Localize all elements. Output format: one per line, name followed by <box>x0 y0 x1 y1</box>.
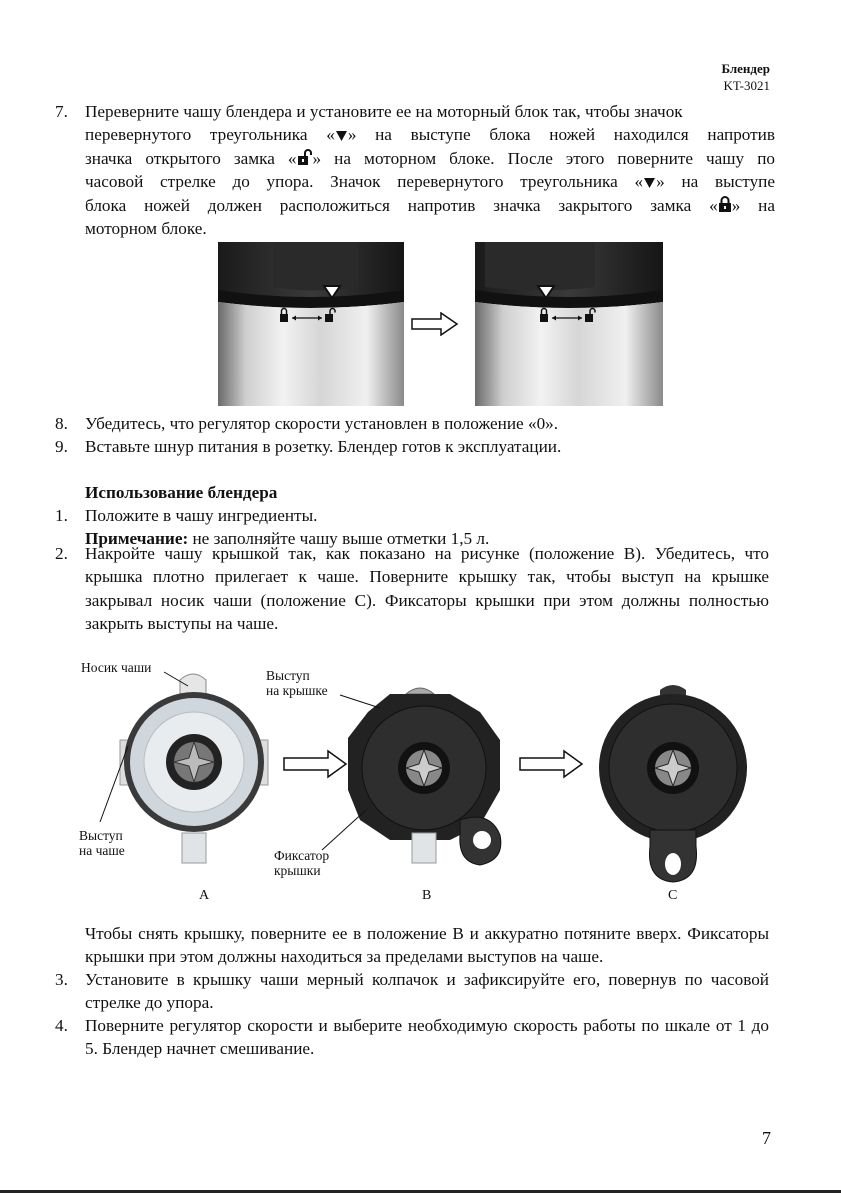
label-lid-latch <box>274 848 329 878</box>
label-spout: Носик чаши <box>81 660 152 675</box>
remove-lid-text: Чтобы снять крышку, поверните ее в положение В и аккуратно потяните вверх. Фиксаторы крышки при этом должны находиться за пределами выступов на чаше. <box>85 924 769 967</box>
lid-positions-figure <box>60 650 780 910</box>
label-bowl-tab-line2: на чаше <box>79 843 125 858</box>
open-lock-icon <box>297 149 313 166</box>
step-7-line-4: часовой стрелке до упора. Значок перевернутого треугольника « » на выступе <box>85 172 775 192</box>
label-lid-tab-line1: Выступ <box>266 668 310 683</box>
label-lid-latch-line1: Фиксатор <box>274 848 330 863</box>
step-9-text: Вставьте шнур питания в розетку. Блендер готов к эксплуатации. <box>85 437 562 456</box>
label-bowl-tab <box>79 828 125 858</box>
step-7-number: 7. <box>55 102 68 121</box>
arrow-right-icon <box>411 312 459 336</box>
usage-step-4-text: Поверните регулятор скорости и выберите необходимую скорость работы по шкале от 1 до 5. Блендер начнет смешивание. <box>85 1016 769 1059</box>
label-lid-latch-line2: крышки <box>274 863 321 878</box>
page-number: 7 <box>762 1128 771 1148</box>
bowl-a-illustration <box>120 674 268 863</box>
step-7-line-6: моторном блоке. <box>85 219 207 239</box>
step-7-line-5: блока ножей должен расположиться напротив значка закрытого замка « » на <box>85 195 776 215</box>
step-8-text: Убедитесь, что регулятор скорости установлен в положение «0». <box>85 414 559 433</box>
photo-blender-unlocked <box>218 242 404 406</box>
note-label: Примечание: <box>85 529 189 548</box>
page-header <box>721 60 770 94</box>
usage-step-3-number: 3. <box>55 970 68 989</box>
label-lid-tab <box>266 668 328 698</box>
bottom-rule <box>0 1190 841 1193</box>
label-lid-tab-line2: на крышке <box>266 683 328 698</box>
usage-step-3-text: Установите в крышку чаши мерный колпачок и зафиксируйте его, повернув по часовой стрелке до упора. <box>85 970 769 1013</box>
step-7-line-3: значка открытого замка « » на моторном блоке. После этого поверните чашу по <box>85 148 775 168</box>
usage-step-1-text: Положите в чашу ингредиенты. <box>85 506 318 525</box>
step-8-number: 8. <box>55 414 68 433</box>
step-7-text <box>85 100 775 240</box>
step-7-line-1: Переверните чашу блендера и установите ее на моторный блок так, чтобы значок <box>85 102 683 121</box>
step-7-line-2: перевернутого треугольника « » на выступе блока ножей находился напротив <box>85 125 775 145</box>
note-text: не заполняйте чашу выше отметки 1,5 л. <box>188 529 490 548</box>
header-model: KT-3021 <box>723 78 770 93</box>
usage-step-1-number: 1. <box>55 506 68 525</box>
down-triangle-icon <box>335 129 348 142</box>
usage-step-4-number: 4. <box>55 1016 68 1035</box>
label-bowl-tab-line1: Выступ <box>79 828 123 843</box>
header-title: Блендер <box>721 61 770 76</box>
lid-b-illustration <box>348 688 501 865</box>
photo-blender-locked <box>475 242 663 406</box>
closed-lock-icon <box>718 196 732 213</box>
down-triangle-icon <box>643 176 656 189</box>
usage-step-2-text: Накройте чашу крышкой так, как показано на рисунке (положение В). Убедитесь, что крышка плотно прилегает к чаше. Поверните крышку так, чтобы выступ на крышке закрывал носик чаши (положение С). Фиксаторы крышки при этом должны полностью закрыть выступы на чаше. <box>85 544 769 634</box>
step-9-number: 9. <box>55 437 68 456</box>
lid-c-illustration <box>599 685 747 882</box>
label-position-b: В <box>422 888 432 903</box>
usage-heading: Использование блендера <box>85 483 278 502</box>
label-position-a: А <box>199 888 210 903</box>
usage-step-2-number: 2. <box>55 544 68 563</box>
label-position-c: С <box>668 888 678 903</box>
